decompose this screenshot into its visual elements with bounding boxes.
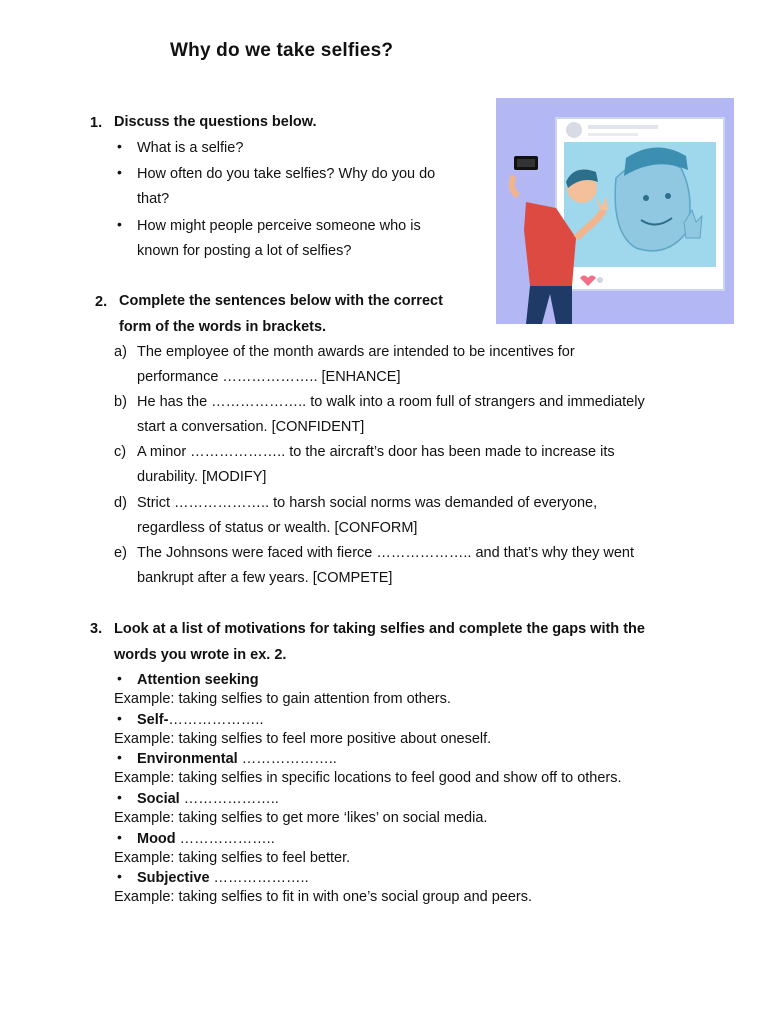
bullet-icon: • (117, 138, 122, 154)
section2-heading-line2: form of the words in brackets. (119, 319, 327, 335)
section1-question-2-cont: that? (137, 191, 170, 207)
motivation-term: Mood ……………….. (137, 831, 275, 847)
page-title: Why do we take selfies? (170, 40, 394, 61)
section2-heading-line1: Complete the sentences below with the correct (119, 293, 443, 309)
item-label: d) (114, 495, 127, 511)
bullet-icon: • (117, 749, 122, 765)
bullet-icon: • (117, 216, 122, 232)
bullet-icon: • (117, 789, 122, 805)
selfie-illustration (496, 98, 734, 324)
motivation-term: Self-……………….. (137, 712, 264, 728)
motivation-example: Example: taking selfies to feel better. (114, 850, 351, 866)
motivation-example: Example: taking selfies to get more ‘likes’ on social media. (114, 810, 488, 826)
motivation-term: Environmental ……………….. (137, 751, 337, 767)
section1-question-3: How might people perceive someone who is (137, 218, 421, 234)
sentence-d-line1: Strict ……………….. to harsh social norms was demanded of everyone, (137, 495, 598, 511)
section1-question-3-cont: known for posting a lot of selfies? (137, 243, 352, 259)
sentence-d-line2: regardless of status or wealth. [CONFORM] (137, 520, 418, 536)
item-label: a) (114, 344, 127, 360)
motivation-example: Example: taking selfies to fit in with one’s social group and peers. (114, 889, 533, 905)
bullet-icon: • (117, 670, 122, 686)
sentence-b-line2: start a conversation. [CONFIDENT] (137, 419, 365, 435)
sentence-c-line1: A minor ……………….. to the aircraft’s door has been made to increase its (137, 444, 615, 460)
sentence-e-line2: bankrupt after a few years. [COMPETE] (137, 570, 393, 586)
sentence-a-line1: The employee of the month awards are intended to be incentives for (137, 344, 575, 360)
motivation-term: Attention seeking (137, 672, 259, 688)
section1-question-1: What is a selfie? (137, 140, 244, 156)
motivation-term: Subjective ……………….. (137, 870, 309, 886)
motivation-example: Example: taking selfies in specific locations to feel good and show off to others. (114, 770, 622, 786)
section3-number: 3. (90, 621, 103, 637)
sentence-b-line1: He has the ……………….. to walk into a room full of strangers and immediately (137, 394, 645, 410)
motivation-example: Example: taking selfies to gain attention from others. (114, 691, 451, 707)
sentence-a-line2: performance ……………….. [ENHANCE] (137, 369, 401, 385)
item-label: c) (114, 444, 127, 460)
selfie-illustration-icon (496, 98, 734, 324)
bullet-icon: • (117, 164, 122, 180)
item-label: e) (114, 545, 127, 561)
bullet-icon: • (117, 710, 122, 726)
sentence-e-line1: The Johnsons were faced with fierce ……………….. and that’s why they went (137, 545, 634, 561)
bullet-icon: • (117, 868, 122, 884)
item-label: b) (114, 394, 127, 410)
bullet-icon: • (117, 829, 122, 845)
section1-number: 1. (90, 115, 103, 131)
section1-heading: Discuss the questions below. (114, 114, 317, 130)
section2-number: 2. (95, 294, 108, 310)
motivation-term: Social ……………….. (137, 791, 279, 807)
section3-heading-line1: Look at a list of motivations for taking selfies and complete the gaps with the (114, 621, 645, 637)
section1-question-2: How often do you take selfies? Why do you do (137, 166, 436, 182)
sentence-c-line2: durability. [MODIFY] (137, 469, 267, 485)
section3-heading-line2: words you wrote in ex. 2. (114, 647, 287, 663)
motivation-example: Example: taking selfies to feel more positive about oneself. (114, 731, 492, 747)
